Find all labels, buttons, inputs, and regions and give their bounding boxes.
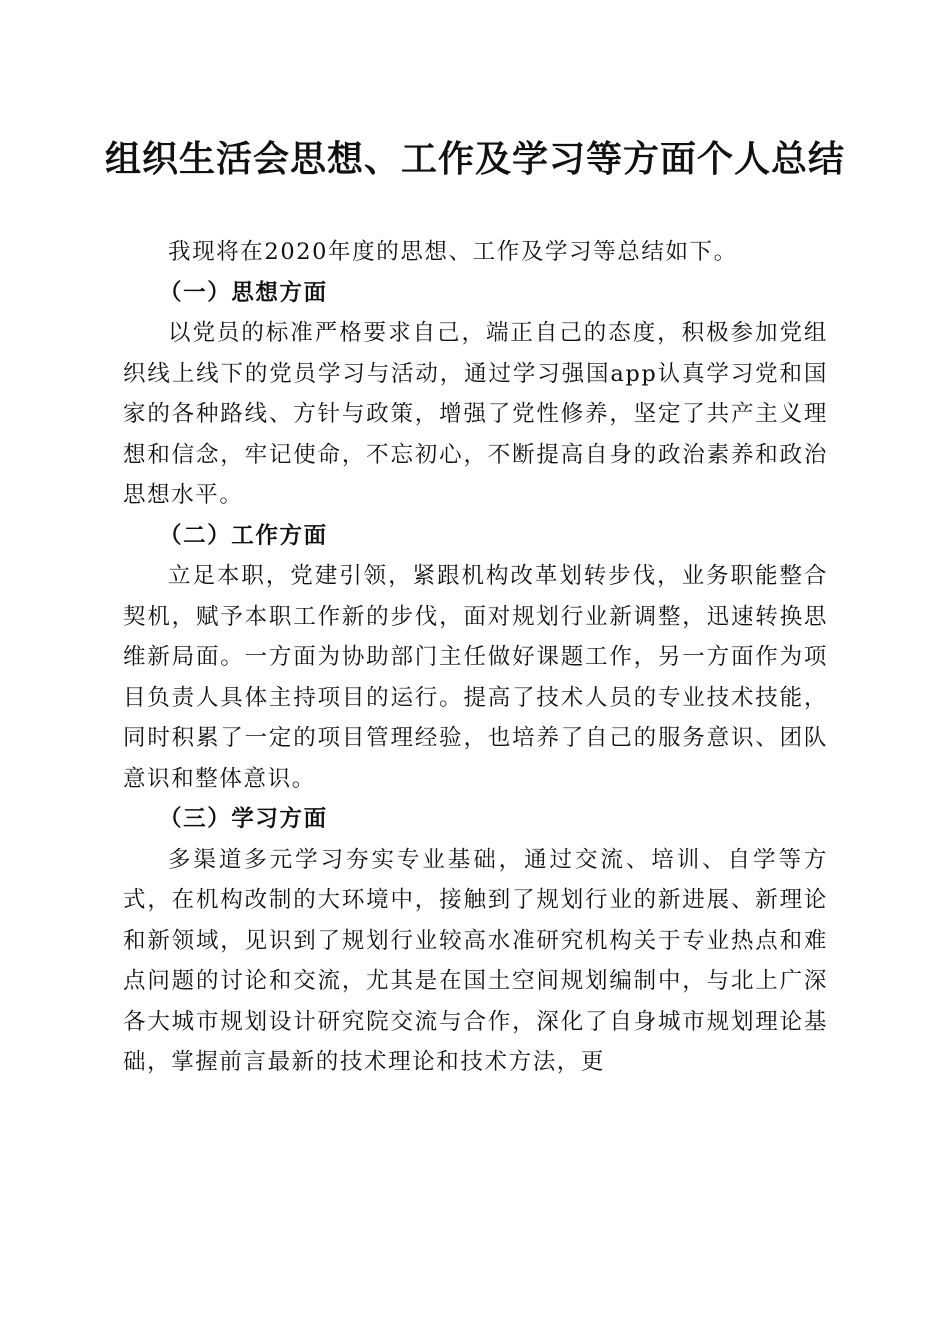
section-heading-thought: （一）思想方面 bbox=[159, 279, 328, 306]
document-title: 组织生活会思想、工作及学习等方面个人总结 bbox=[104, 138, 845, 180]
section-paragraph-work: 立足本职，党建引领，紧跟机构改革划转步伐，业务职能整合契机，赋予本职工作新的步伐，面对规划行业新调整，迅速转换思维新局面。一方面为协助部门主任做好课题工作，另一方面作为项目负责人具体主持项目的运行。提高了技术人员的专业技术技能，同时积累了一定的项目管理经验，也培养了自己的服务意识、团队意识和整体意识。 bbox=[123, 563, 828, 792]
section-paragraph-study: 多渠道多元学习夯实专业基础，通过交流、培训、自学等方式，在机构改制的大环境中，接触到了规划行业的新进展、新理论和新领域，见识到了规划行业较高水准研究机构关于专业热点和难点问题的讨论和交流，尤其是在国土空间规划编制中，与北上广深各大城市规划设计研究院交流与合作，深化了自身城市规划理论基础，掌握前言最新的技术理论和技术方法，更 bbox=[123, 846, 828, 1075]
section-paragraph-thought: 以党员的标准严格要求自己，端正自己的态度，积极参加党组织线上线下的党员学习与活动，通过学习强国app认真学习党和国家的各种路线、方针与政策，增强了党性修养，坚定了共产主义理想和信念，牢记使命，不忘初心，不断提高自身的政治素养和政治思想水平。 bbox=[123, 320, 828, 508]
section-heading-work: （二）工作方面 bbox=[159, 522, 328, 549]
intro-paragraph: 我现将在2020年度的思想、工作及学习等总结如下。 bbox=[168, 239, 738, 265]
document-body bbox=[123, 232, 828, 1083]
section-heading-study: （三）学习方面 bbox=[159, 806, 328, 832]
